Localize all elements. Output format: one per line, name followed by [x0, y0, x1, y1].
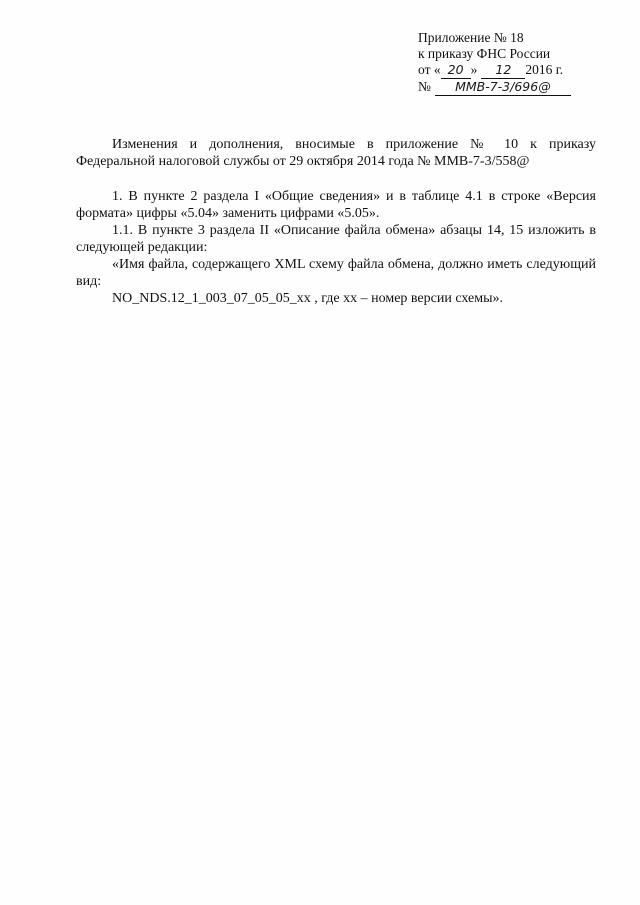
order-reference: к приказу ФНС России	[418, 46, 551, 61]
paragraph-1-1: 1.1. В пункте 3 раздела II «Описание файла обмена» абзацы 14, 15 изложить в следующей редакции:	[76, 223, 596, 255]
handwritten-order-number: ММВ-7-3/696@	[435, 79, 571, 96]
document-title	[76, 136, 596, 170]
paragraph-quote-start: «Имя файла, содержащего XML схему файла обмена, должно иметь следующий вид:	[76, 257, 596, 289]
order-date	[418, 62, 618, 79]
paragraph-1: 1. В пункте 2 раздела I «Общие сведения» и в таблице 4.1 в строке «Версия формата» цифры «5.04» заменить цифрами «5.05».	[76, 189, 596, 221]
appendix-number: Приложение № 18	[418, 30, 524, 45]
handwritten-month: 12	[481, 62, 525, 79]
date-year: 2016 г.	[525, 62, 564, 77]
date-prefix: от «	[418, 62, 441, 77]
date-mid: »	[470, 62, 478, 77]
handwritten-day: 20	[441, 62, 471, 79]
title-line-1: Изменения и дополнения, вносимые в приложение № 10 к приказу	[112, 137, 596, 152]
number-prefix: №	[418, 79, 431, 94]
title-line-2: Федеральной налоговой службы от 29 октября 2014 года № ММВ-7-3/558@	[76, 154, 530, 169]
order-number	[418, 79, 618, 96]
document-body	[76, 188, 596, 307]
appendix-header	[418, 30, 618, 96]
paragraph-filename: NO_NDS.12_1_003_07_05_05_xx , где хх – номер версии схемы».	[112, 291, 504, 306]
